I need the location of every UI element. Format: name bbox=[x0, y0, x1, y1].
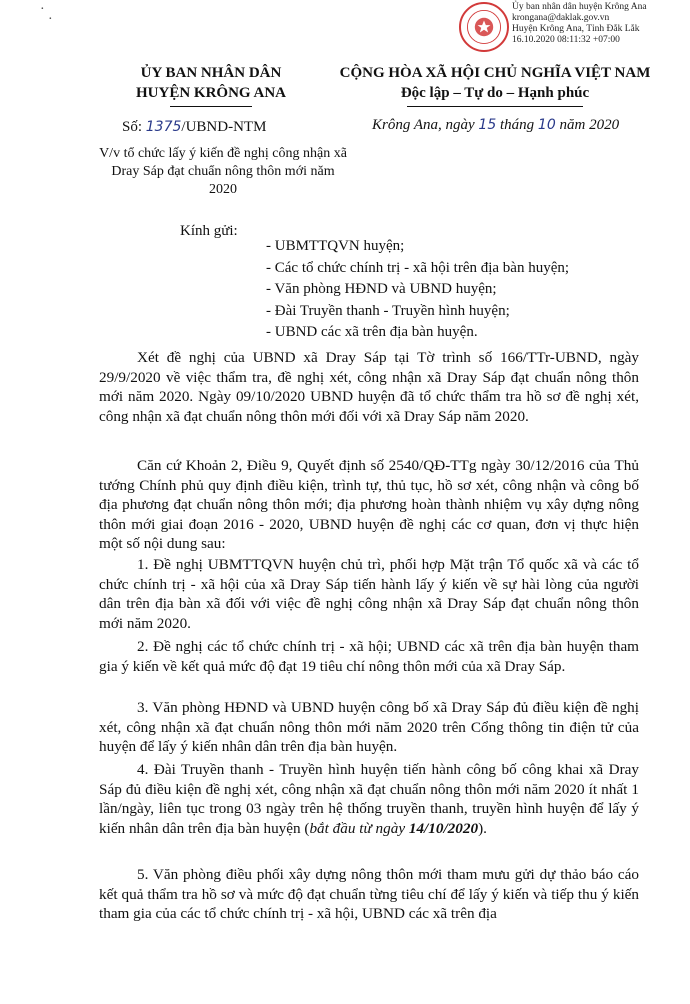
recipient-item: - UBMTTQVN huyện; bbox=[266, 238, 405, 254]
list-item-5: 5. Văn phòng điều phối xây dựng nông thôn mới tham mưu gửi dự thảo báo cáo kết quả thẩm tra hồ sơ và mức độ đạt chuẩn từng tiêu chí để lấy ý kiến và tiếp thu ý kiến tham gia của các tổ chức chính trị - xã hội, UBND các xã trên địa bbox=[99, 866, 639, 922]
nation-title: CỘNG HÒA XÃ HỘI CHỦ NGHĨA VIỆT NAM bbox=[339, 65, 651, 81]
day-handwritten: 15 bbox=[478, 117, 497, 133]
recipient-item: - UBND các xã trên địa bàn huyện. bbox=[266, 324, 478, 340]
emblem-seal-icon bbox=[459, 2, 509, 52]
signature-location: Huyện Krông Ana, Tỉnh Đắk Lắk bbox=[512, 24, 640, 34]
signature-name: Ủy ban nhân dân huyện Krông Ana bbox=[512, 2, 647, 12]
item4-italic: bắt đầu từ ngày bbox=[309, 819, 409, 837]
recipient-list bbox=[266, 236, 569, 344]
item4-end: ). bbox=[478, 819, 487, 837]
item4-date: 14/10/2020 bbox=[408, 819, 479, 837]
digital-signature bbox=[512, 2, 647, 46]
paragraph-basis: Căn cứ Khoản 2, Điều 9, Quyết định số 2540/QĐ-TTg ngày 30/12/2016 của Thủ tướng Chính phủ quy định điều kiện, trình tự, thủ tục, hồ sơ xét, công nhận và công bố địa phương đạt chuẩn nông thôn mới; địa phương hoàn thành nhiệm vụ xây dựng nông thôn mới giai đoạn 2016 - 2020, UBND huyện đề nghị các cơ quan, đơn vị thực hiện một số nội dung sau: bbox=[99, 457, 639, 552]
agency-underline bbox=[170, 106, 252, 107]
agency-line2: HUYỆN KRÔNG ANA bbox=[135, 85, 286, 101]
month-handwritten: 10 bbox=[537, 117, 556, 133]
recipient-item: - Văn phòng HĐND và UBND huyện; bbox=[266, 281, 497, 297]
recipient-item: - Đài Truyền thanh - Truyền hình huyện; bbox=[266, 302, 510, 319]
agency-line1: ỦY BAN NHÂN DÂN bbox=[140, 65, 282, 81]
list-item-1: 1. Đề nghị UBMTTQVN huyện chủ trì, phối hợp Mặt trận Tổ quốc xã và các tổ chức chính trị - xã hội của xã Dray Sáp tiến hành lấy ý kiến về sự hài lòng của người dân trên địa bàn xã đối với việc đề nghị công nhận xã Dray Sáp đạt chuẩn nông thôn mới năm 2020. bbox=[99, 556, 639, 632]
motto-underline bbox=[407, 106, 583, 107]
signature-timestamp: 16.10.2020 08:11:32 +07:00 bbox=[512, 35, 620, 45]
date-prefix: Krông Ana, ngày bbox=[372, 117, 479, 133]
month-label: tháng bbox=[496, 117, 538, 133]
item4-main: 4. Đài Truyền thanh - Truyền hình huyện tiến hành công bố công khai xã Dray Sáp đủ điều kiện đề nghị xét, công nhận xã đạt chuẩn nông thôn mới năm 2020 ít nhất 1 lần/ngày, liên tục trong 03 ngày trên hệ thống truyền thanh, truyền hình huyện để lấy ý kiến nhân dân trên địa bàn huyện ( bbox=[99, 761, 639, 837]
document-number bbox=[122, 119, 266, 136]
agency-header bbox=[105, 63, 317, 103]
list-item-2: 2. Đề nghị các tổ chức chính trị - xã hội; UBND các xã trên địa bàn huyện tham gia ý kiến về kết quả mức độ đạt 19 tiêu chí nông thôn mới của xã Dray Sáp. bbox=[99, 638, 639, 675]
national-header bbox=[330, 63, 660, 103]
signature-email: krongana@daklak.gov.vn bbox=[512, 13, 610, 23]
list-item-4 bbox=[99, 760, 639, 838]
number-suffix: /UBND-NTM bbox=[181, 119, 267, 135]
list-item-3: 3. Văn phòng HĐND và UBND huyện công bố xã Dray Sáp đủ điều kiện đề nghị xét, công nhận xã đạt chuẩn nông thôn mới năm 2020 trên Cổng thông tin điện tử của huyện để lấy ý kiến nhân dân trên địa bàn huyện. bbox=[99, 699, 639, 755]
date-line bbox=[372, 117, 619, 134]
scan-mark: · bbox=[48, 12, 53, 27]
motto: Độc lập – Tự do – Hạnh phúc bbox=[400, 85, 590, 101]
scan-mark: · bbox=[40, 2, 45, 17]
document-subject: V/v tổ chức lấy ý kiến đề nghị công nhận xã Dray Sáp đạt chuẩn nông thôn mới năm 2020 bbox=[99, 146, 347, 197]
year-label: năm 2020 bbox=[555, 117, 620, 133]
paragraph-intro: Xét đề nghị của UBND xã Dray Sáp tại Tờ trình số 166/TTr-UBND, ngày 29/9/2020 về việc thẩm tra, đề nghị xét, công nhận xã Dray Sáp đạt chuẩn nông thôn mới năm 2020. Ngày 09/10/2020 UBND huyện đã tổ chức thẩm tra hồ sơ đề nghị xét, công nhận xã đạt chuẩn nông thôn mới đối với xã Dray Sáp năm 2020. bbox=[99, 349, 639, 425]
number-prefix: Số: bbox=[122, 119, 146, 135]
number-handwritten: 1375 bbox=[145, 119, 182, 135]
greeting: Kính gửi: bbox=[180, 223, 238, 239]
recipient-item: - Các tổ chức chính trị - xã hội trên địa bàn huyện; bbox=[266, 259, 570, 276]
